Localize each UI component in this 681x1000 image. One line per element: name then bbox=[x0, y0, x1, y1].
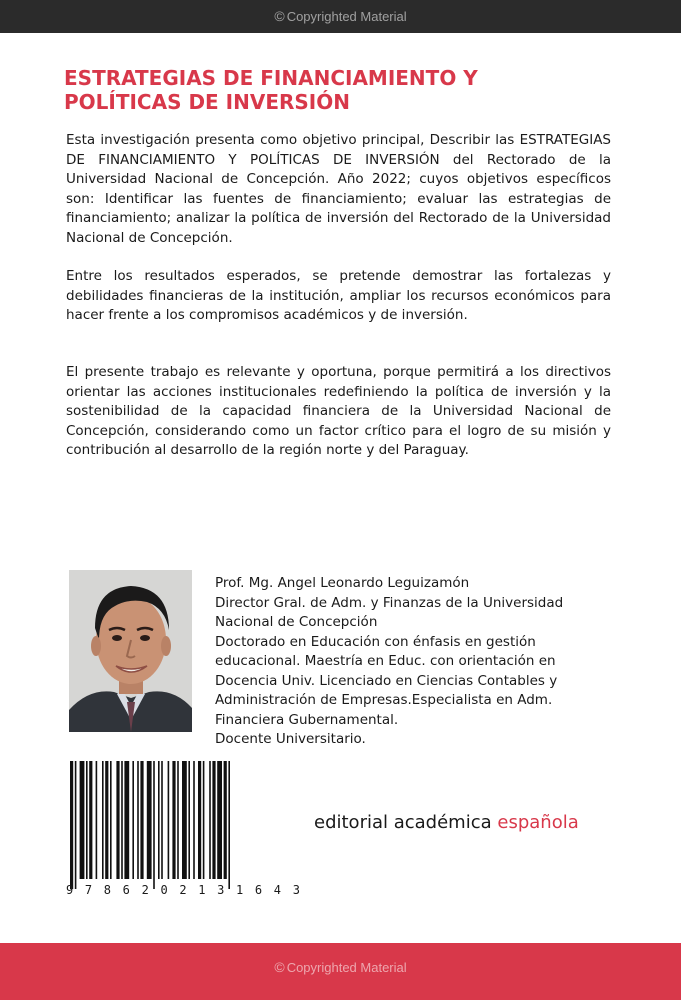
author-bio-line: Director Gral. de Adm. y Finanzas de la Universidad bbox=[215, 594, 564, 611]
barcode-bar bbox=[172, 761, 175, 879]
author-bio-line: Docencia Univ. Licenciado en Ciencias Contables y bbox=[215, 672, 558, 689]
isbn-digit: 3 bbox=[292, 883, 300, 897]
author-photo bbox=[69, 570, 192, 732]
isbn-digit: 6 bbox=[254, 883, 263, 897]
barcode-bar bbox=[89, 761, 92, 879]
author-portrait-image bbox=[69, 570, 192, 732]
barcode-bar bbox=[224, 761, 227, 879]
isbn-number bbox=[66, 883, 300, 897]
barcode-bar bbox=[80, 761, 85, 879]
author-bio-line: Docente Universitario. bbox=[215, 731, 366, 747]
isbn-digit: 3 bbox=[217, 883, 225, 897]
barcode-bar bbox=[121, 761, 123, 879]
isbn-digit: 1 bbox=[198, 883, 206, 897]
watermark-top: © Copyrighted Material bbox=[274, 8, 407, 24]
barcode-bar bbox=[96, 761, 98, 879]
barcode-bar bbox=[75, 761, 77, 889]
abstract-paragraph-3: El presente trabajo es relevante y oportuna, porque permitirá a los directivos orientar las acciones institucionales redefiniendo la política de inversión y la sostenibilidad de la capacidad financiera de la Universidad Nacional de Concepción, considerando como un factor crítico para el logro de su misión y contribución al desarrollo de la región norte y del Paraguay. bbox=[66, 364, 611, 459]
isbn-digit: 0 bbox=[160, 883, 168, 897]
publisher-accent: española bbox=[497, 812, 579, 833]
barcode-bar bbox=[182, 761, 187, 879]
barcode-bar bbox=[140, 761, 143, 879]
barcode-bar bbox=[203, 761, 205, 879]
isbn-digit: 7 bbox=[84, 883, 93, 897]
barcode-bar bbox=[147, 761, 152, 879]
barcode-bar bbox=[177, 761, 179, 879]
barcode-bar bbox=[153, 761, 155, 889]
title-line-1: ESTRATEGIAS DE FINANCIAMIENTO Y bbox=[64, 66, 478, 90]
book-title bbox=[64, 66, 624, 114]
author-bio-line: educacional. Maestría en Educ. con orientación en bbox=[215, 653, 556, 669]
barcode-bar bbox=[110, 761, 112, 879]
barcode-bar bbox=[116, 761, 119, 879]
isbn-digit: 6 bbox=[122, 883, 130, 897]
isbn-digit: 4 bbox=[273, 883, 282, 897]
barcode-bar bbox=[168, 761, 170, 879]
isbn-digit: 8 bbox=[103, 883, 112, 897]
barcode-bar bbox=[158, 761, 160, 879]
isbn-digit: 2 bbox=[179, 883, 187, 897]
author-bio bbox=[215, 574, 635, 750]
abstract-paragraph-2: Entre los resultados esperados, se pretende demostrar las fortalezas y debilidades financieras de la institución, ampliar los recursos económicos para hacer frente a los compromisos académicos y de inversión. bbox=[66, 268, 611, 324]
author-bio-line: Financiera Gubernamental. bbox=[215, 711, 399, 728]
isbn-digit: 9 bbox=[66, 883, 74, 897]
author-bio-line: Administración de Empresas.Especialista en Adm. bbox=[215, 692, 553, 708]
barcode-bar bbox=[70, 761, 73, 889]
barcode-bar bbox=[188, 761, 190, 879]
barcode-bar bbox=[212, 761, 215, 879]
barcode-bar bbox=[124, 761, 129, 879]
barcode-bar bbox=[137, 761, 139, 879]
author-bio-line: Doctorado en Educación con énfasis en gestión bbox=[215, 633, 536, 650]
author-name: Prof. Mg. Angel Leonardo Leguizamón bbox=[215, 575, 470, 591]
copyright-icon: © bbox=[274, 959, 285, 975]
isbn-digit: 1 bbox=[236, 883, 244, 897]
abstract-paragraph-1: Esta investigación presenta como objetivo principal, Describir las ESTRATEGIAS DE FINANCIAMIENTO Y POLÍTICAS DE INVERSIÓN del Rectorado de la Universidad Nacional de Concepción. Año 2022; cuyos objetivos específicos son: Identificar las fuentes de financiamiento; evaluar las estrategias de financiamiento; analizar la política de inversión del Rectorado de la Universidad Nacional de Concepción. bbox=[66, 132, 611, 246]
barcode-bar bbox=[161, 761, 163, 879]
author-bio-line: Nacional de Concepción bbox=[215, 614, 378, 630]
barcode-bar bbox=[228, 761, 230, 889]
barcode-bar bbox=[102, 761, 104, 879]
top-bar bbox=[0, 0, 681, 33]
barcode-bar bbox=[193, 761, 195, 879]
isbn-digit: 2 bbox=[141, 883, 149, 897]
copyright-icon: © bbox=[274, 8, 285, 24]
publisher-name bbox=[314, 812, 579, 833]
barcode-bar bbox=[209, 761, 211, 879]
barcode-bar bbox=[132, 761, 134, 879]
title-line-2: POLÍTICAS DE INVERSIÓN bbox=[64, 90, 350, 114]
watermark-bottom: © Copyrighted Material bbox=[274, 959, 407, 975]
barcode-bar bbox=[105, 761, 108, 879]
barcode-bar bbox=[217, 761, 222, 879]
bottom-bar bbox=[0, 943, 681, 1000]
isbn-barcode bbox=[66, 752, 300, 900]
barcode-bar bbox=[198, 761, 201, 879]
barcode-bar bbox=[86, 761, 88, 879]
publisher-main: editorial académica bbox=[314, 812, 498, 833]
